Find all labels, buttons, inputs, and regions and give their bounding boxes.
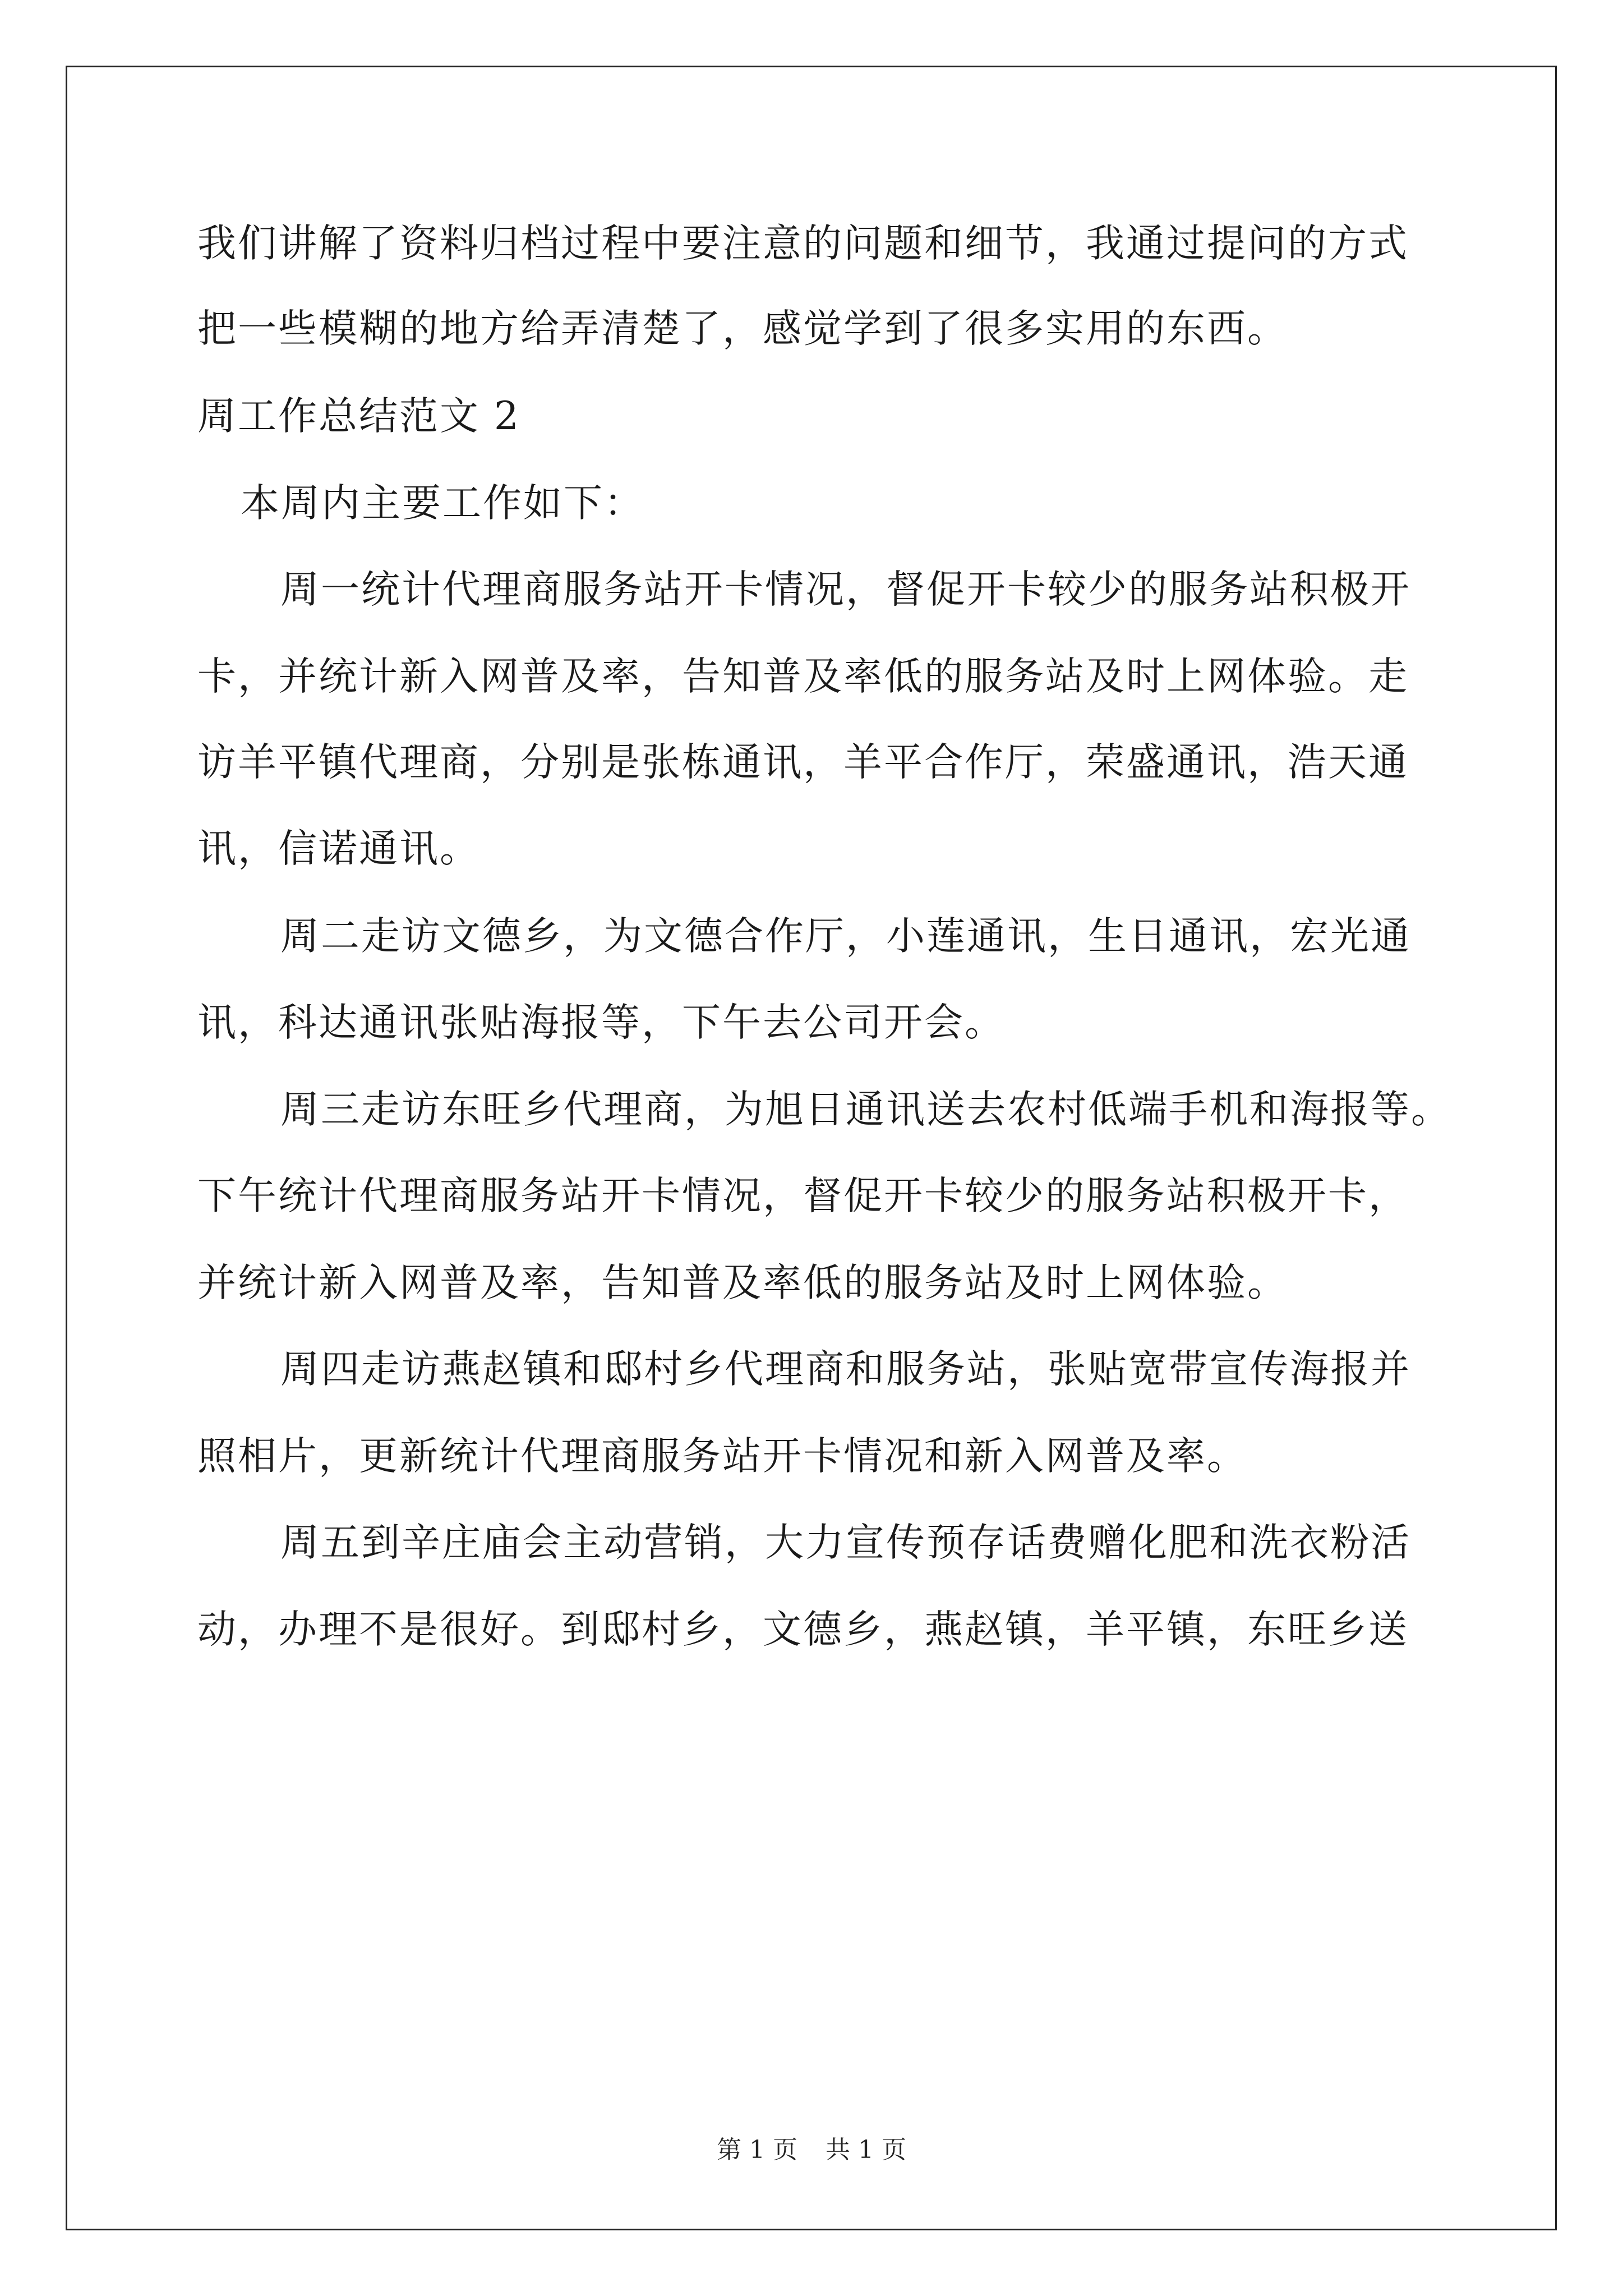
text-line: 讯，科达通讯张贴海报等，下午去公司开会。	[197, 1000, 1005, 1045]
page-footer	[0, 2129, 1623, 2165]
text-line: 讯，信诺通讯。	[197, 826, 480, 871]
page-number: 第 1 页	[717, 2136, 797, 2164]
text-line: 照相片，更新统计代理商服务站开卡情况和新入网普及率。	[197, 1434, 1247, 1479]
text-line: 动，办理不是很好。到邸村乡，文德乡，燕赵镇，羊平镇，东旺乡送	[197, 1607, 1409, 1652]
text-line: 下午统计代理商服务站开卡情况，督促开卡较少的服务站积极开卡，	[197, 1174, 1409, 1218]
text-line: 访羊平镇代理商，分别是张栋通讯，羊平合作厅，荣盛通讯，浩天通	[197, 740, 1409, 785]
page-total: 共 1 页	[826, 2136, 906, 2164]
page-border	[66, 66, 1557, 2230]
text-line: 我们讲解了资料归档过程中要注意的问题和细节，我通过提问的方式	[197, 221, 1409, 266]
paragraph-start: 周三走访东旺乡代理商，为旭日通讯送去农村低端手机和海报等。	[280, 1087, 1451, 1132]
paragraph-start: 周一统计代理商服务站开卡情况，督促开卡较少的服务站积极开	[280, 567, 1411, 612]
text-line: 把一些模糊的地方给弄清楚了，感觉学到了很多实用的东西。	[197, 306, 1288, 351]
section-heading: 周工作总结范文 2	[197, 394, 520, 439]
text-line: 卡，并统计新入网普及率，告知普及率低的服务站及时上网体验。走	[197, 654, 1409, 699]
paragraph-start: 周五到辛庄庙会主动营销，大力宣传预存话费赠化肥和洗衣粉活	[280, 1520, 1411, 1565]
paragraph-start: 周四走访燕赵镇和邸村乡代理商和服务站，张贴宽带宣传海报并	[280, 1347, 1411, 1392]
paragraph-start: 本周内主要工作如下：	[241, 481, 644, 526]
paragraph-start: 周二走访文德乡，为文德合作厅，小莲通讯，生日通讯，宏光通	[280, 914, 1411, 959]
text-line: 并统计新入网普及率，告知普及率低的服务站及时上网体验。	[197, 1260, 1288, 1305]
